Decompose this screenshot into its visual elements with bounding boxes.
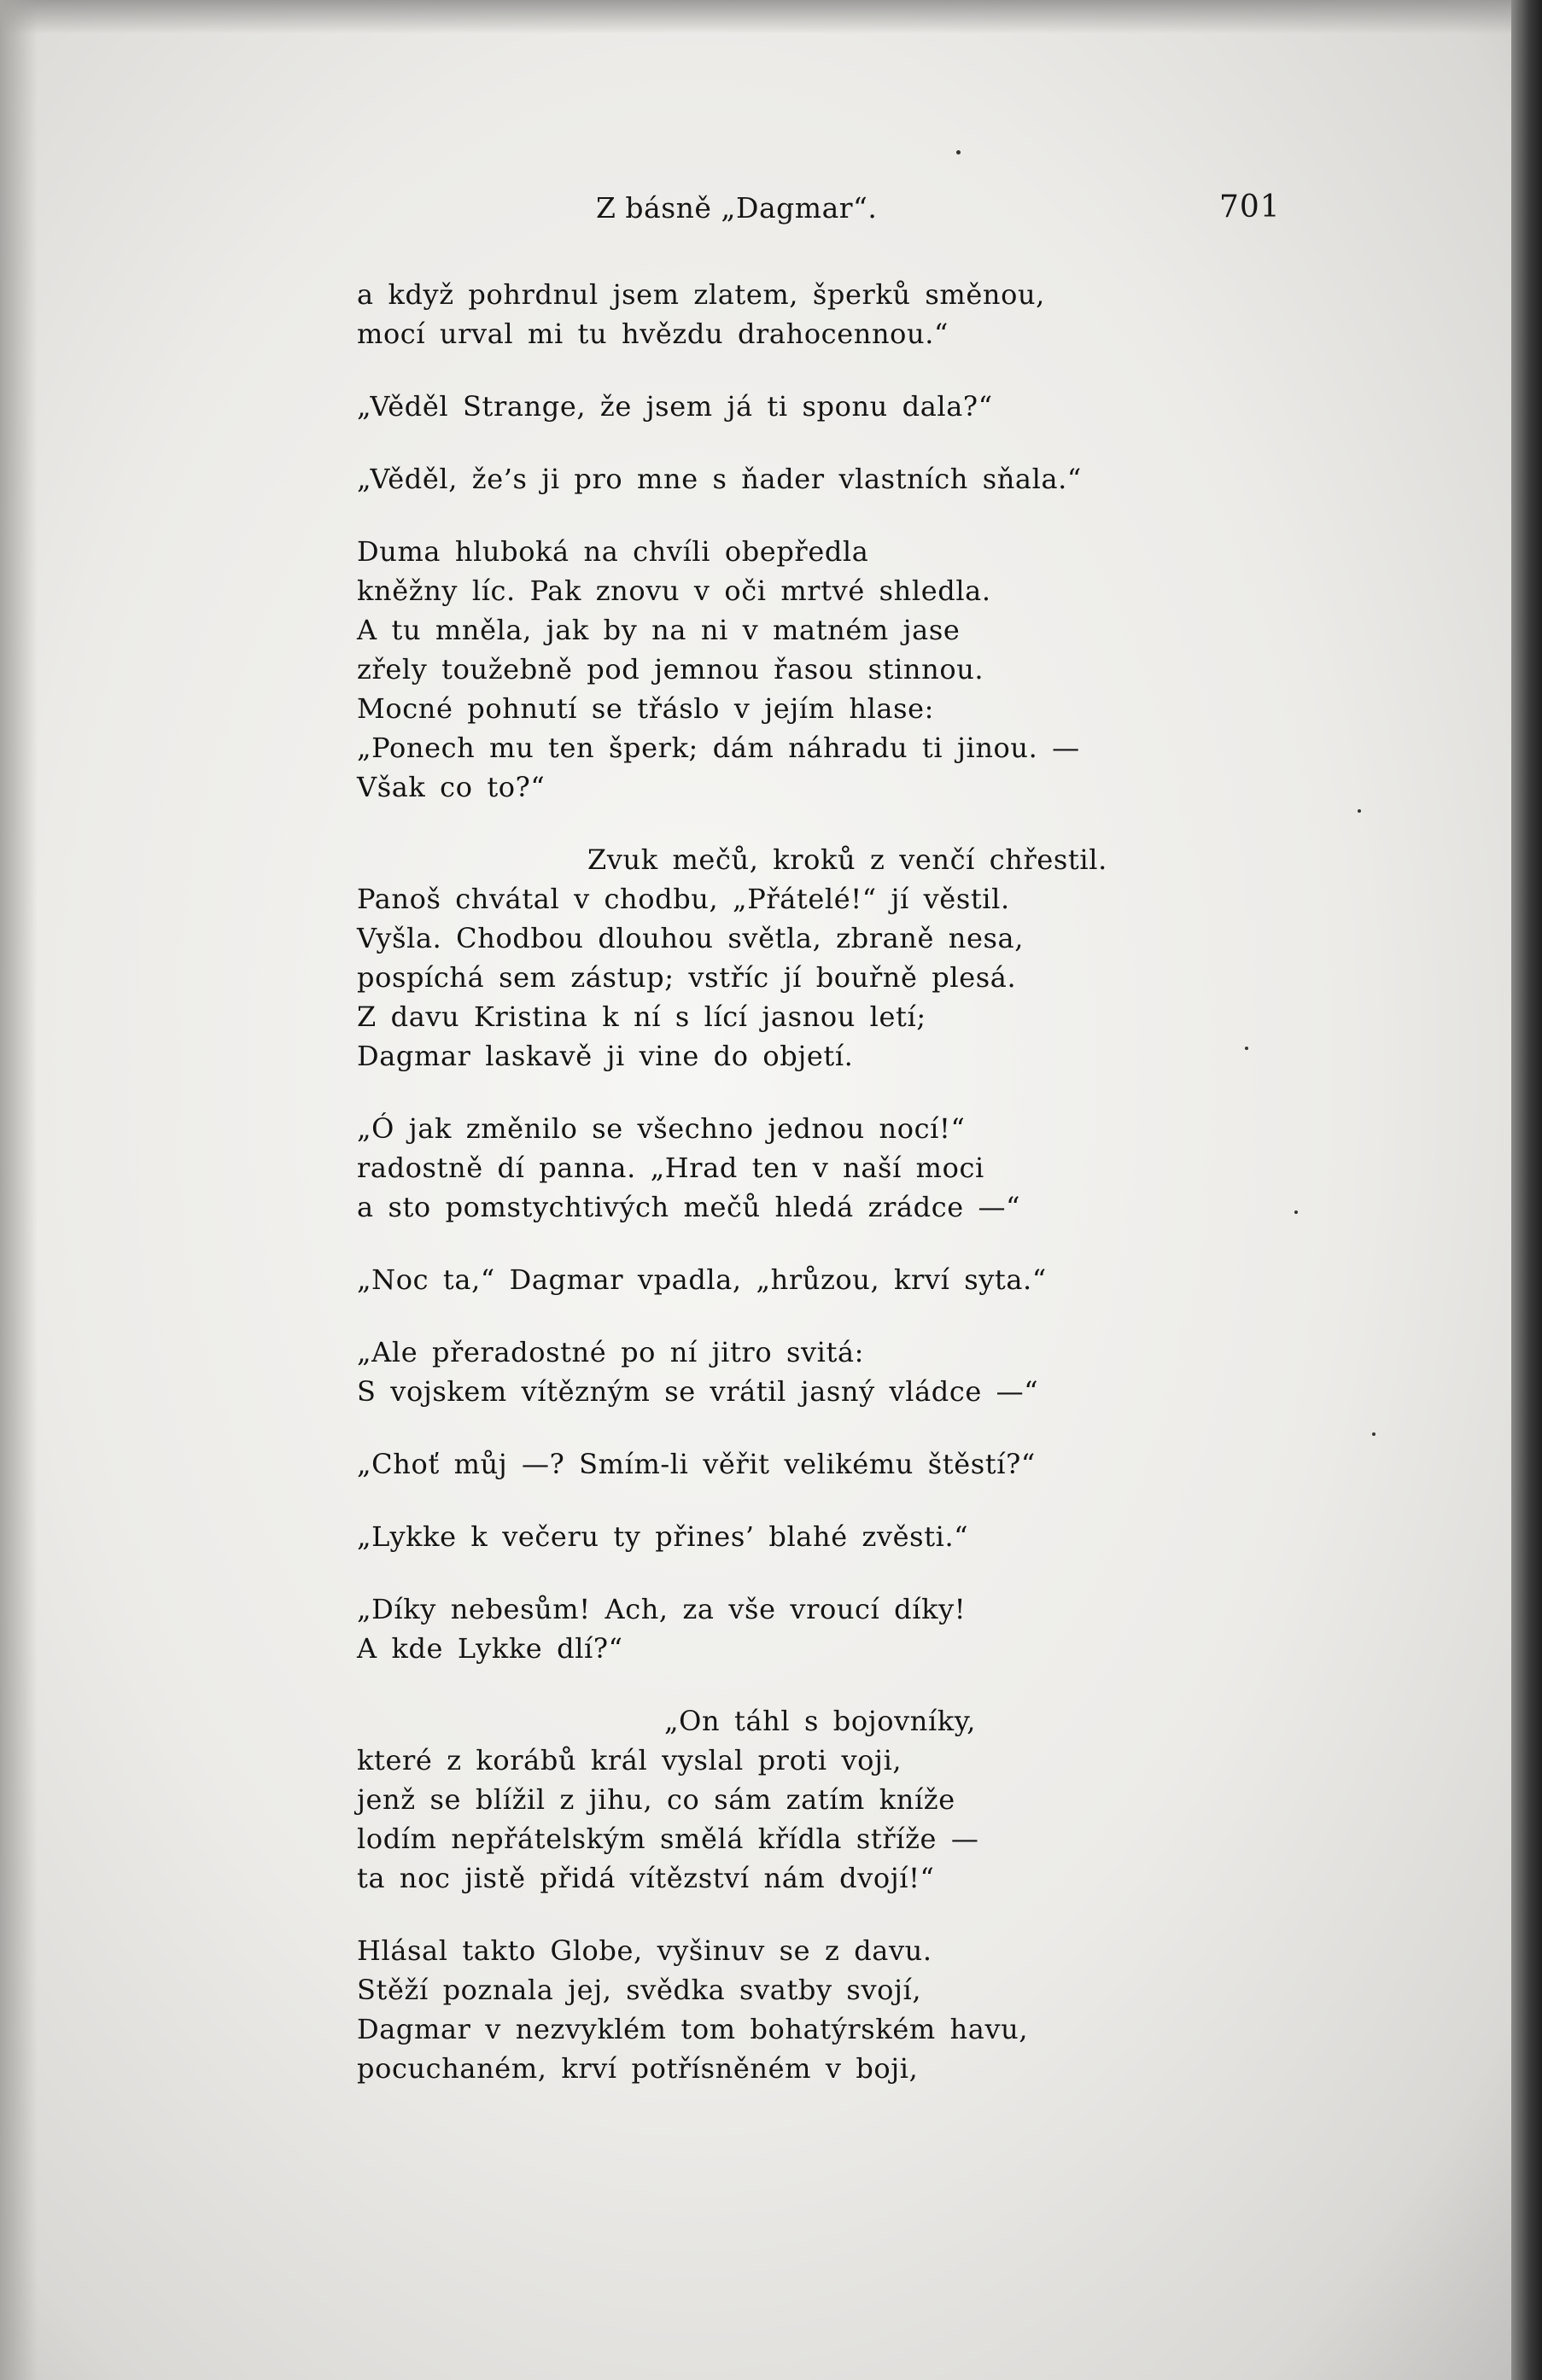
- stanza: [357, 1260, 1211, 1299]
- verse-line: A kde Lykke dlí?“: [357, 1632, 623, 1665]
- verse-line: a sto pomstychtivých mečů hledá zrádce —“: [357, 1191, 1021, 1223]
- verse-line: Zvuk mečů, kroků z venčí chřestil.: [587, 843, 1107, 876]
- stanza: [357, 1333, 1211, 1411]
- stanza: [357, 459, 1211, 499]
- verse-line: Duma hluboká na chvíli obepředla: [357, 535, 869, 568]
- stanza: [357, 1109, 1211, 1227]
- verse-line: „Ponech mu ten šperk; dám náhradu ti jinou. —: [357, 732, 1080, 764]
- verse-line: které z korábů král vyslal proti voji,: [357, 1744, 902, 1776]
- verse-line: Vyšla. Chodbou dlouhou světla, zbraně nesa,: [357, 922, 1025, 954]
- running-title: Z básně „Dagmar“.: [596, 191, 878, 225]
- stanza: [357, 1701, 1211, 1898]
- verse-line: S vojskem vítězným se vrátil jasný vládce —“: [357, 1375, 1039, 1408]
- verse-line: „Choť můj —? Smím-li věřit velikému štěstí?“: [357, 1448, 1036, 1480]
- verse-line: „Věděl, že’s ji pro mne s ňader vlastních sňala.“: [357, 463, 1082, 495]
- stanza: [357, 532, 1211, 807]
- verse-line: ta noc jistě přidá vítězství nám dvojí!“: [357, 1862, 935, 1894]
- verse-line: radostně dí panna. „Hrad ten v naší moci: [357, 1152, 984, 1184]
- dust-speck: [1358, 809, 1361, 813]
- verse-line: „Lykke k večeru ty přines’ blahé zvěsti.“: [357, 1520, 969, 1553]
- verse-line: Panoš chvátal v chodbu, „Přátelé!“ jí věstil.: [357, 883, 1010, 915]
- poem-body: [357, 275, 1211, 2121]
- page-left-shadow: [0, 0, 38, 2380]
- verse-line: „Ale přeradostné po ní jitro svitá:: [357, 1336, 865, 1368]
- dust-speck: [1245, 1047, 1248, 1050]
- verse-line: „Ó jak změnilo se všechno jednou nocí!“: [357, 1112, 966, 1145]
- page-number: 701: [1219, 190, 1281, 225]
- stanza: [357, 1517, 1211, 1556]
- verse-line: mocí urval mi tu hvězdu drahocennou.“: [357, 318, 949, 350]
- verse-line: Dagmar v nezvyklém tom bohatýrském havu,: [357, 2013, 1029, 2045]
- verse-line: Z davu Kristina k ní s lící jasnou letí;: [357, 1000, 926, 1033]
- stanza: [357, 387, 1211, 426]
- verse-line: kněžny líc. Pak znovu v oči mrtvé shledla.: [357, 575, 991, 607]
- verse-line: a když pohrdnul jsem zlatem, šperků směnou,: [357, 278, 1045, 311]
- verse-line: Však co to?“: [357, 771, 546, 803]
- verse-line: Mocné pohnutí se třáslo v jejím hlase:: [357, 692, 935, 725]
- verse-line: pospíchá sem zástup; vstříc jí bouřně plesá.: [357, 961, 1017, 994]
- verse-line: pocuchaném, krví potřísněném v boji,: [357, 2052, 919, 2085]
- page-right-edge-shadow: [1511, 0, 1542, 2380]
- verse-line: Stěží poznala jej, svědka svatby svojí,: [357, 1974, 922, 2006]
- verse-line: Dagmar laskavě ji vine do objetí.: [357, 1040, 854, 1072]
- verse-line: „Věděl Strange, že jsem já ti sponu dala?“: [357, 390, 993, 423]
- dust-speck: [956, 150, 961, 155]
- dust-speck: [1372, 1432, 1376, 1436]
- dust-speck: [1294, 1210, 1298, 1214]
- stanza: [357, 1931, 1211, 2088]
- stanza: [357, 1444, 1211, 1484]
- verse-line: Hlásal takto Globe, vyšinuv se z davu.: [357, 1934, 932, 1967]
- stanza: [357, 840, 1211, 1076]
- stanza: [357, 1590, 1211, 1668]
- verse-line: „On táhl s bojovníky,: [664, 1705, 976, 1737]
- verse-line: zřely toužebně pod jemnou řasou stinnou.: [357, 653, 984, 685]
- verse-line: A tu mněla, jak by na ni v matném jase: [357, 614, 961, 646]
- stanza: [357, 275, 1211, 353]
- verse-line: jenž se blížil z jihu, co sám zatím kníže: [357, 1783, 955, 1816]
- page-header: [0, 191, 1542, 239]
- verse-line: „Díky nebesům! Ach, za vše vroucí díky!: [357, 1593, 967, 1625]
- page-top-shadow: [0, 0, 1542, 34]
- verse-line: lodím nepřátelským smělá křídla stříže —: [357, 1823, 979, 1855]
- verse-line: „Noc ta,“ Dagmar vpadla, „hrůzou, krví syta.“: [357, 1263, 1047, 1296]
